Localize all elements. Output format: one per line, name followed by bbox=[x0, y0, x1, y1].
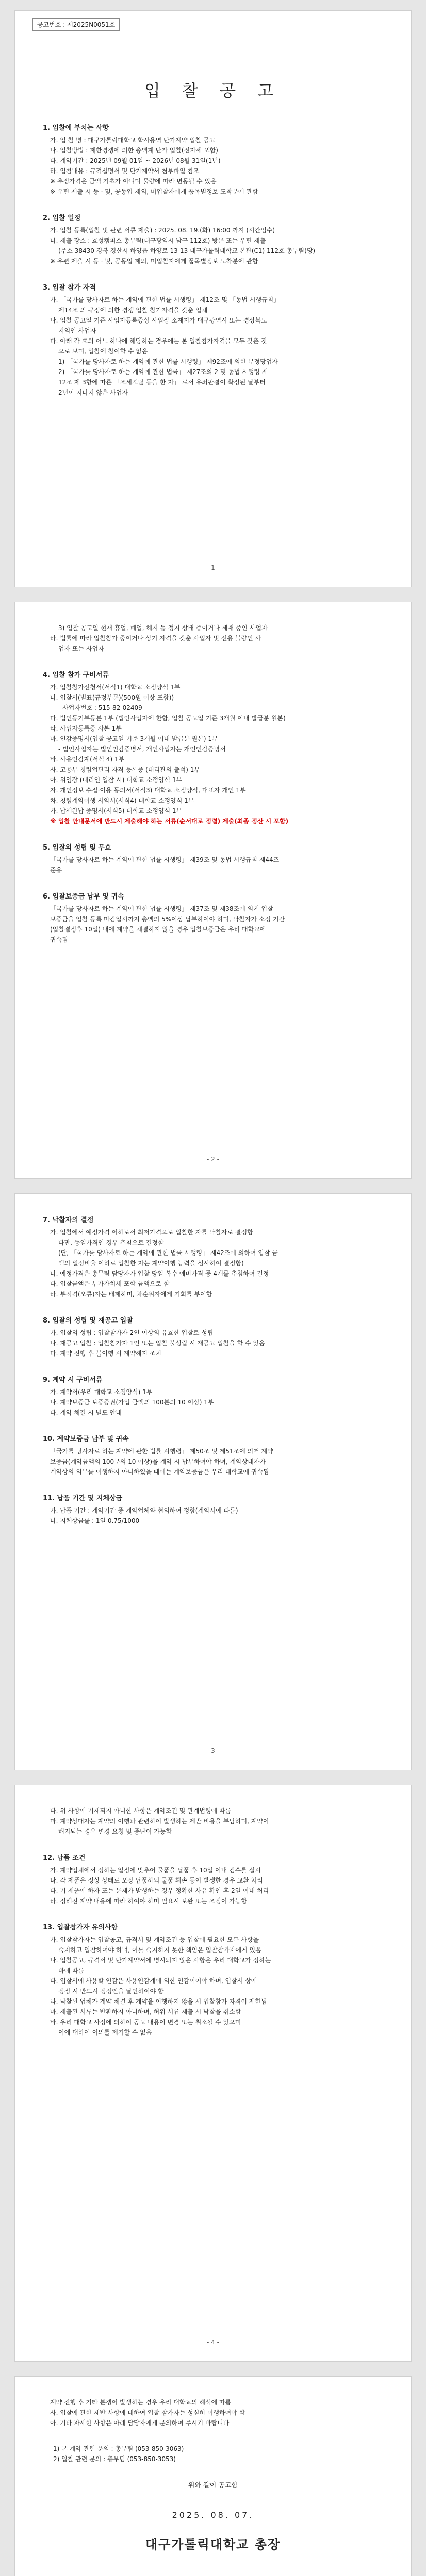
section-line: 2년이 지나지 않은 사업자 bbox=[58, 389, 128, 396]
section-line: (입찰결정후 10일) 내에 계약을 체결하지 않을 경우 입찰보증금은 우리 대학교에 bbox=[50, 926, 266, 933]
section-line: 계약 진행 후 기타 분쟁이 발생하는 경우 우리 대학교의 해석에 따름 bbox=[50, 2399, 232, 2406]
page-number: - 1 - bbox=[207, 564, 219, 571]
section-line: 아. 기타 자세한 사항은 아래 담당자에게 문의하여 주시기 바랍니다 bbox=[50, 2419, 230, 2427]
section-5 bbox=[43, 842, 383, 875]
section-line: 다. 기 제품에 하자 또는 문제가 발생하는 경우 정확한 사유 확인 후 2일 이내 처리 bbox=[50, 1887, 269, 1894]
section-11-continued bbox=[43, 1806, 383, 1837]
page-number: - 4 - bbox=[207, 2338, 219, 2346]
section-line: 아. 위임장 (대리인 입찰 시) 대학교 소정양식 1부 bbox=[50, 776, 183, 784]
section-line: 보증금을 입찰 등록 마감일시까지 총액의 5%이상 납부하여야 하며, 낙찰자가 소정 기간 bbox=[50, 916, 285, 923]
section-line: 다. 입찰서에 사용할 인감은 사용인감계에 의한 인감이어야 하며, 입찰서 상에 bbox=[50, 1977, 257, 1985]
section-12 bbox=[43, 1852, 383, 1906]
section-line: 귀속됨 bbox=[50, 936, 68, 943]
section-line: (주소 38430 경북 경산시 하양읍 하양로 13-13 대구가톨릭대학교 본관(C1) 112호 총무팀(당) bbox=[58, 247, 316, 255]
section-line: 나. 입찰 공고일 기준 사업자등록증상 사업장 소재지가 대구광역시 또는 경상북도 bbox=[50, 317, 267, 324]
section-heading: 6. 입찰보증금 납부 및 귀속 bbox=[43, 893, 124, 901]
section-heading: 10. 계약보증금 납부 및 귀속 bbox=[43, 1435, 129, 1443]
section-line: 나. 예정가격은 총무팀 담당자가 입찰 당일 복수 예비가격 중 4개를 추첨하여 결정 bbox=[50, 1270, 269, 1277]
section-line: 나. 각 제품은 정상 상태로 포장 납품하되 물품 훼손 등이 발생한 경우 교환 처리 bbox=[50, 1877, 263, 1884]
section-line: 가. 입찰 등록(입찰 및 관련 서류 제출) : 2025. 08. 19.(화) 16:00 까지 (시간엄수) bbox=[50, 227, 275, 234]
section-line: ※ 우편 제출 시 등 · 및, 공동입 제외, 미입찰자에게 품목별정보 도착분에 관함 bbox=[50, 188, 258, 195]
contact-list bbox=[43, 2444, 383, 2464]
section-line: 액의 일정비율 이하로 입찰한 자는 계약이행 능력을 심사하여 결정함) bbox=[58, 1260, 244, 1267]
section-line: 해지되는 경우 변경 요청 및 중단이 가능함 bbox=[58, 1828, 172, 1835]
section-line: 바. 사용인감계(서식 4) 1부 bbox=[50, 756, 125, 763]
section-line: 라. 입찰내용 : 규격설명서 및 단가계약서 첨부파일 참조 bbox=[50, 167, 200, 175]
section-3 bbox=[43, 282, 383, 398]
section-line: 가. 계약서(우리 대학교 소정양식) 1부 bbox=[50, 1388, 153, 1396]
section-line: 다. 아래 각 호의 어느 하나에 해당하는 경우에는 본 입찰참가자격을 모두 갖춘 것 bbox=[50, 337, 267, 345]
section-line: 다만, 동일가격인 경우 추첨으로 결정함 bbox=[58, 1239, 164, 1246]
document-page-4 bbox=[14, 1785, 412, 2362]
section-line: - 법인사업자는 법인인감증명서, 개인사업자는 개인인감증명서 bbox=[58, 745, 226, 753]
section-7 bbox=[43, 1214, 383, 1299]
section-line: 다. 위 사항에 기재되지 아니한 사항은 계약조건 및 관계법령에 따름 bbox=[50, 1807, 232, 1815]
document-page-3 bbox=[14, 1193, 412, 1770]
section-line: 라. 정해진 계약 내용에 따라 하여야 하며 필요시 보완 또는 조정이 가능함 bbox=[50, 1897, 247, 1905]
section-heading: 9. 계약 시 구비서류 bbox=[43, 1376, 103, 1384]
section-line: 숙지하고 입찰하여야 하며, 이를 숙지하지 못한 책임은 입찰참가자에게 있음 bbox=[58, 1946, 261, 1954]
section-line: 지역인 사업자 bbox=[58, 327, 96, 334]
section-line: 가. 「국가를 당사자로 하는 계약에 관한 법률 시행령」 제12조 및 「동법 시행규칙」 bbox=[50, 296, 280, 303]
closing-statement: 위와 같이 공고함 bbox=[188, 2482, 238, 2489]
section-heading: 12. 납품 조건 bbox=[43, 1854, 86, 1862]
section-line: 계약상의 의무를 이행하지 아니하였을 때에는 계약보증금은 우리 대학교에 귀속됨 bbox=[50, 1468, 269, 1476]
section-line: 나. 제출 장소 : 효성캠퍼스 총무팀(대구광역시 남구 112호) 방문 또는 우편 제출 bbox=[50, 237, 266, 244]
section-1 bbox=[43, 122, 383, 197]
contact-line: 1) 본 계약 관련 문의 : 총무팀 (053-850-3063) bbox=[53, 2445, 184, 2452]
section-10 bbox=[43, 1433, 383, 1477]
section-heading: 7. 낙찰자의 결정 bbox=[43, 1216, 94, 1224]
page-number: - 2 - bbox=[207, 1156, 219, 1163]
section-line: 다. 계약 진행 후 불이행 시 계약해지 조치 bbox=[50, 1350, 161, 1357]
section-line: 「국가를 당사자로 하는 계약에 관한 법률 시행령」 제37조 및 제38조에 의거 입찰 bbox=[50, 905, 273, 912]
page-title: 입 찰 공 고 bbox=[144, 81, 282, 100]
section-line: 가. 납품 기간 : 계약기간 중 계약업체와 협의하여 정함(계약서에 따름) bbox=[50, 1507, 238, 1514]
section-line: ※ 추정가격은 금액 기초가 아니며 물량에 따라 변동될 수 있음 bbox=[50, 178, 217, 185]
page-number: - 3 - bbox=[207, 1747, 219, 1754]
section-line: 마. 제출된 서류는 반환하지 아니하며, 허위 서류 제출 시 낙찰을 취소함 bbox=[50, 2008, 241, 2015]
section-line: 가. 입찰참가자는 입찰공고, 규격서 및 계약조건 등 입찰에 필요한 모든 사항을 bbox=[50, 1936, 259, 1943]
section-line: 나. 입찰방법 : 제한경쟁에 의한 총액계 단가 입찰(전자세 포함) bbox=[50, 147, 218, 154]
section-line: 나. 재공고 입찰 : 입찰참가자 1인 또는 입찰 불성립 시 재공고 입찰을 할 수 있음 bbox=[50, 1340, 265, 1347]
section-heading: 5. 입찰의 성립 및 무효 bbox=[43, 844, 111, 852]
section-6 bbox=[43, 891, 383, 945]
section-heading: 13. 입찰참가자 유의사항 bbox=[43, 1924, 118, 1931]
section-line: 12조 제 3항에 따른 「조세포탈 등을 한 자」 로서 유죄판결이 확정된 날부터 bbox=[58, 379, 266, 386]
contact-line: 2) 입찰 관련 문의 : 총무팀 (053-850-3053) bbox=[53, 2455, 176, 2463]
signer-name: 대구가톨릭대학교 총장 bbox=[145, 2537, 281, 2552]
section-heading: 8. 입찰의 성립 및 재공고 입찰 bbox=[43, 1317, 133, 1325]
section-line: 다. 입찰금액은 부가가치세 포함 금액으로 함 bbox=[50, 1280, 170, 1287]
section-line-highlight: ※ 입찰 안내문서에 반드시 제출해야 하는 서류(순서대로 정렬) 제출(최종 정산 시 포함) bbox=[50, 818, 289, 825]
section-line: 다. 계약기간 : 2025년 09월 01일 ~ 2026년 08월 31일(1년) bbox=[50, 157, 221, 164]
section-line: 사. 고용부 청렴업관리 자격 등록증 (대리관의 출석) 1부 bbox=[50, 766, 200, 773]
section-line: (단, 「국가를 당사자로 하는 계약에 관한 법률 시행령」 제42조에 의하여 입찰 금 bbox=[58, 1249, 278, 1257]
section-line: 라. 사업자등록증 사본 1부 bbox=[50, 725, 122, 732]
section-line: 다. 법인등기부등본 1부 (법인사업자에 한함, 입찰 공고일 기준 3개월 이내 발급분 원본) bbox=[50, 715, 286, 722]
section-line: 다. 계약 체결 시 별도 안내 bbox=[50, 1409, 122, 1416]
section-line: 라. 부적격(오류)자는 배제하며, 차순위자에게 기회를 부여함 bbox=[50, 1291, 212, 1298]
document-page-5 bbox=[14, 2376, 412, 2576]
section-line: 「국가를 당사자로 하는 계약에 관한 법률 시행령」 제39조 및 동법 시행규칙 제44조 bbox=[50, 856, 280, 863]
section-line: 나. 입찰서(별표(규정부문)(500원 이상 포함)) bbox=[50, 694, 174, 701]
section-line: 업자 또는 사업자 bbox=[58, 645, 104, 652]
section-line: 으로 보며, 입찰에 참여할 수 없음 bbox=[58, 348, 148, 355]
document-page-2 bbox=[14, 602, 412, 1179]
section-line: 나. 지체상금률 : 1일 0.75/1000 bbox=[50, 1517, 140, 1524]
section-line: 바. 우리 대학교 사정에 의하여 공고 내용이 변경 또는 취소될 수 있으며 bbox=[50, 2019, 241, 2026]
section-line: 라. 낙찰된 업체가 계약 체결 후 계약을 이행하지 않을 시 입찰참가 자격이 제한됨 bbox=[50, 1998, 267, 2005]
notice-date: 2025. 08. 07. bbox=[172, 2510, 254, 2520]
section-line: 라. 법률에 따라 입찰참가 중이거나 상기 자격을 갖춘 사업자 및 신용 불량인 사 bbox=[50, 635, 261, 642]
section-2 bbox=[43, 212, 383, 266]
section-line: 차. 청렴계약이행 서약서(서식4) 대학교 소정양식 1부 bbox=[50, 797, 194, 804]
notice-number: 공고번호 : 제2025N0051호 bbox=[32, 18, 120, 31]
section-heading: 11. 납품 기간 및 지체상금 bbox=[43, 1495, 123, 1502]
section-line: - 사업자번호 : 515-82-02409 bbox=[58, 704, 142, 711]
section-line: 제14조 의 규정에 의한 경쟁 입찰 참가자격을 갖춘 업체 bbox=[58, 307, 208, 314]
section-9 bbox=[43, 1374, 383, 1418]
section-line: 2) 「국가를 당사자로 하는 계약에 관한 법률」 제27조의 2 및 동법 시행령 제 bbox=[58, 368, 268, 376]
section-line: 자. 개인정보 수집·이용 동의서(서식3) 대학교 소정양식, 대표자 개인 1부 bbox=[50, 787, 246, 794]
section-line: 3) 입찰 공고일 현재 휴업, 폐업, 해지 등 정지 상태 중이거나 제재 중인 사업자 bbox=[58, 624, 268, 632]
section-line: 이에 대하여 이의를 제기할 수 없음 bbox=[58, 2029, 152, 2036]
section-11 bbox=[43, 1493, 383, 1526]
section-line: 나. 입찰공고, 규격서 및 단가계약서에 명시되지 않은 사항은 우리 대학교가 정하는 bbox=[50, 1957, 271, 1964]
section-line: 보증금(계약금액의 100분의 10 이상)을 계약 시 납부하여야 하며, 계약상대자가 bbox=[50, 1458, 266, 1465]
section-line: 카. 납세완납 증명서(서식5) 대학교 소정양식 1부 bbox=[50, 807, 183, 815]
section-line: 가. 입 찰 명 : 대구가톨릭대학교 학사용역 단가계약 입찰 공고 bbox=[50, 137, 216, 144]
section-13-continued bbox=[43, 2397, 383, 2428]
section-4 bbox=[43, 669, 383, 826]
section-line: 준용 bbox=[50, 867, 62, 874]
section-3-continued bbox=[43, 623, 383, 654]
section-line: 1) 「국가를 당사자로 하는 계약에 관한 법률 시행령」 제92조에 의한 부정당업자 bbox=[58, 358, 278, 365]
section-heading: 4. 입찰 참가 구비서류 bbox=[43, 671, 109, 679]
section-line: ※ 우편 제출 시 등 · 및, 공동입 제외, 미입찰자에게 품목별정보 도착분에 관함 bbox=[50, 258, 258, 265]
section-line: 정정 시 반드시 정정인을 날인하여야 함 bbox=[58, 1988, 164, 1995]
section-line: 마. 계약상대자는 계약의 이행과 관련하여 발생하는 제반 비용을 부담하며, 계약이 bbox=[50, 1818, 269, 1825]
document-page-1 bbox=[14, 10, 412, 587]
section-line: 가. 계약업체에서 정하는 일정에 맞추어 물품을 납품 후 10일 이내 검수를 실시 bbox=[50, 1867, 261, 1874]
section-heading: 3. 입찰 참가 자격 bbox=[43, 284, 96, 292]
section-heading: 2. 입찰 일정 bbox=[43, 214, 81, 222]
section-line: 나. 계약보증금 보증증권(가입 금액의 100분의 10 이상) 1부 bbox=[50, 1399, 214, 1406]
section-line: 마. 인감증명서(입찰 공고일 기준 3개월 이내 발급분 원본) 1부 bbox=[50, 735, 218, 742]
section-line: 사. 입찰에 관한 제반 사항에 대하여 입찰 참가자는 성실히 이행하여야 함 bbox=[50, 2409, 245, 2416]
section-8 bbox=[43, 1315, 383, 1359]
section-line: 바에 따름 bbox=[58, 1967, 85, 1974]
section-13 bbox=[43, 1922, 383, 2038]
section-line: 가. 입찰의 성립 : 입찰참가자 2인 이상의 유효한 입찰로 성립 bbox=[50, 1329, 214, 1336]
section-line: 가. 입찰에서 예정가격 이하로서 최저가격으로 입찰한 자를 낙찰자로 결정함 bbox=[50, 1229, 253, 1236]
section-heading: 1. 입찰에 부치는 사항 bbox=[43, 124, 109, 132]
section-line: 「국가를 당사자로 하는 계약에 관한 법률 시행령」 제50조 및 제51조에 의거 계약 bbox=[50, 1448, 273, 1455]
section-line: 가. 입찰참가신청서(서식1) 대학교 소정양식 1부 bbox=[50, 684, 181, 691]
